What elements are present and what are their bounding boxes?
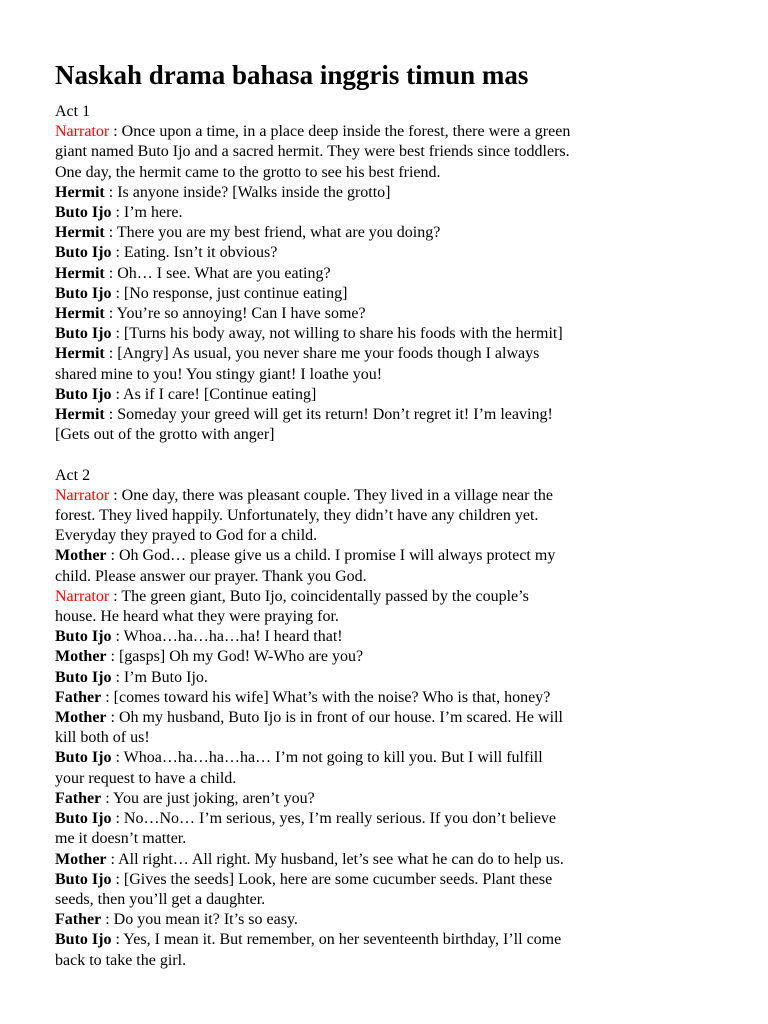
dialogue-text: : You’re so annoying! Can I have some? [104, 305, 366, 323]
dialogue-line [55, 930, 728, 970]
dialogue-text: : Is anyone inside? [Walks inside the grotto] [104, 183, 391, 201]
speaker-label: Father [55, 789, 102, 807]
dialogue-line [55, 385, 728, 405]
speaker-label: Hermit [55, 406, 105, 424]
dialogue-text: : Someday your greed will get its return! Don’t regret it! I’m leaving! [Gets out of the grotto with anger] [55, 406, 553, 444]
dialogue-line [55, 203, 728, 223]
dialogue-line [55, 405, 728, 445]
dialogue-line [55, 668, 728, 688]
dialogue-line [55, 223, 728, 243]
dialogue-line [55, 748, 728, 788]
dialogue-text: : [No response, just continue eating] [111, 284, 348, 302]
speaker-label: Hermit [55, 305, 105, 323]
dialogue-text: : Do you mean it? It’s so easy. [101, 911, 298, 929]
dialogue-text: : Oh my husband, Buto Ijo is in front of our house. I’m scared. He will kill both of us! [55, 709, 563, 747]
dialogue-line [55, 284, 728, 304]
act-section [55, 102, 728, 445]
speaker-label: Buto Ijo [55, 668, 112, 686]
speaker-label: Buto Ijo [55, 628, 112, 646]
speaker-label: Buto Ijo [55, 244, 112, 262]
dialogue-text: : Once upon a time, in a place deep inside the forest, there were a green giant named Buto Ijo and a sacred hermit. They were best friends since toddlers. One day, the hermit came to the grotto to see his best friend. [55, 123, 571, 181]
dialogue-line [55, 789, 728, 809]
dialogue-line [55, 122, 728, 183]
dialogue-text: : You are just joking, aren’t you? [101, 789, 315, 807]
speaker-label: Father [55, 911, 102, 929]
speaker-label: Buto Ijo [55, 385, 112, 403]
dialogue-text: : One day, there was pleasant couple. They lived in a village near the forest. They lived happily. Unfortunately, they didn’t have any children yet. Everyday they prayed to God for a child. [55, 486, 554, 545]
dialogue-line [55, 486, 728, 547]
speaker-label: Mother [55, 648, 107, 666]
dialogue-line [55, 546, 728, 586]
dialogue-text: : The green giant, Buto Ijo, coincidentally passed by the couple’s house. He heard what they were praying for. [55, 587, 529, 626]
dialogue-line [55, 344, 728, 384]
dialogue-text: : Oh… I see. What are you eating? [104, 264, 331, 282]
dialogue-text: : Eating. Isn’t it obvious? [111, 244, 278, 262]
dialogue-line [55, 870, 728, 910]
dialogue-text: : Oh God… please give us a child. I promise I will always protect my child. Please answer our prayer. Thank you God. [55, 547, 556, 585]
dialogue-text: : I’m here. [111, 204, 183, 222]
dialogue-line [55, 324, 728, 344]
act-section [55, 466, 728, 971]
page-title: Naskah drama bahasa inggris timun mas [55, 60, 529, 90]
dialogue-text: : Yes, I mean it. But remember, on her seventeenth birthday, I’ll come back to take the girl. [55, 931, 562, 969]
narrator-label: Narrator [55, 123, 110, 141]
speaker-label: Mother [55, 547, 107, 565]
speaker-label: Buto Ijo [55, 870, 112, 888]
speaker-label: Buto Ijo [55, 204, 112, 222]
dialogue-line [55, 243, 728, 263]
dialogue-text: : All right… All right. My husband, let’s see what he can do to help us. [106, 850, 564, 868]
speaker-label: Buto Ijo [55, 931, 112, 949]
dialogue-line [55, 647, 728, 667]
speaker-label: Hermit [55, 264, 105, 282]
dialogue-line [55, 264, 728, 284]
speaker-label: Buto Ijo [55, 749, 112, 767]
dialogue-text: : As if I care! [Continue eating] [111, 385, 317, 403]
speaker-label: Hermit [55, 224, 105, 242]
act-heading: Act 2 [55, 466, 91, 484]
dialogue-text: : [Angry] As usual, you never share me your foods though I always shared mine to you! You stingy giant! I loathe you! [55, 345, 540, 383]
dialogue-text: : [Turns his body away, not willing to share his foods with the hermit] [111, 325, 563, 343]
dialogue-text: : [gasps] Oh my God! W-Who are you? [106, 648, 364, 666]
dialogue-line [55, 850, 728, 870]
speaker-label: Hermit [55, 183, 105, 201]
speaker-label: Hermit [55, 345, 105, 363]
speaker-label: Father [55, 688, 102, 706]
speaker-label: Buto Ijo [55, 325, 112, 343]
dialogue-text: : Whoa…ha…ha…ha! I heard that! [111, 628, 343, 646]
dialogue-text: : There you are my best friend, what are you doing? [104, 224, 441, 242]
dialogue-text: : Whoa…ha…ha…ha… I’m not going to kill you. But I will fulfill your request to have a child. [55, 749, 543, 787]
dialogue-text: : [Gives the seeds] Look, here are some cucumber seeds. Plant these seeds, then you’ll get a daughter. [55, 870, 553, 908]
dialogue-line [55, 627, 728, 647]
speaker-label: Buto Ijo [55, 810, 112, 828]
dialogue-line [55, 183, 728, 203]
dialogue-text: : I’m Buto Ijo. [111, 668, 208, 686]
speaker-label: Mother [55, 709, 107, 727]
speaker-label: Buto Ijo [55, 284, 112, 302]
dialogue-text: : No…No… I’m serious, yes, I’m really serious. If you don’t believe me it doesn’t matter. [55, 810, 556, 848]
dialogue-line [55, 910, 728, 930]
script-body [55, 102, 728, 971]
dialogue-line [55, 688, 728, 708]
dialogue-line [55, 304, 728, 324]
dialogue-line [55, 587, 728, 627]
narrator-label: Narrator [55, 486, 110, 504]
dialogue-line [55, 708, 728, 748]
dialogue-text: : [comes toward his wife] What’s with the noise? Who is that, honey? [101, 688, 551, 706]
speaker-label: Mother [55, 850, 107, 868]
act-heading: Act 1 [55, 103, 91, 120]
dialogue-line [55, 809, 728, 849]
narrator-label: Narrator [55, 587, 110, 605]
